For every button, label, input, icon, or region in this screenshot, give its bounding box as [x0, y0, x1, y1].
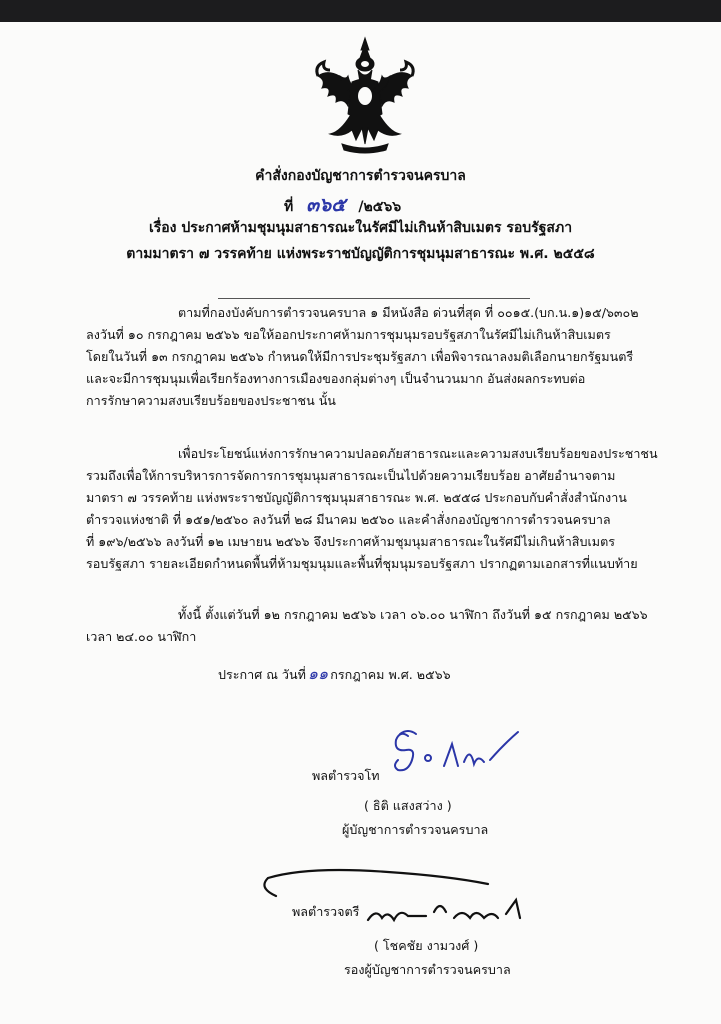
- order-subject: เรื่อง ประกาศห้ามชุมนุมสาธารณะในรัศมีไม่เกินห้าสิบเมตร รอบรัฐสภา: [148, 220, 573, 236]
- signature-1: [386, 726, 526, 780]
- paragraph-line: ที่ ๑๙๖/๒๕๖๖ ลงวันที่ ๑๒ เมษายน ๒๕๖๖ จึงประกาศห้ามชุมนุมสาธารณะในรัศมีไม่เกินห้าสิบเมตร: [86, 533, 616, 549]
- signer2-rank: พลตำรวจตรี: [292, 904, 360, 919]
- paragraph-line: การรักษาความสงบเรียบร้อยของประชาชน นั้น: [86, 392, 336, 408]
- paragraph-2: [86, 443, 682, 574]
- order-number: [284, 190, 401, 220]
- paragraph-line: เวลา ๒๔.๐๐ นาฬิกา: [86, 628, 197, 644]
- top-bar: [0, 0, 721, 22]
- announce-day-handwritten: ๑๑: [307, 664, 329, 683]
- announce-suffix: กรกฎาคม พ.ศ. ๒๕๖๖: [330, 667, 451, 682]
- order-number-prefix: ที่: [284, 199, 294, 215]
- paragraph-3: [86, 604, 682, 648]
- document-page: [0, 22, 721, 1024]
- signer1-position: ผู้บัญชาการตำรวจนครบาล: [342, 822, 489, 837]
- paragraph-1: [86, 302, 682, 412]
- paragraph-line: รวมถึงเพื่อให้การบริหารการจัดการการชุมนุมสาธารณะเป็นไปด้วยความเรียบร้อย อาศัยอำนาจตาม: [86, 467, 616, 483]
- paragraph-line: เพื่อประโยชน์แห่งการรักษาความปลอดภัยสาธารณะและความสงบเรียบร้อยของประชาชน: [178, 446, 658, 461]
- announce-date: [218, 662, 451, 687]
- announce-prefix: ประกาศ ณ วันที่: [218, 667, 306, 682]
- paragraph-line: ลงวันที่ ๑๐ กรกฎาคม ๒๕๖๖ ขอให้ออกประกาศห้ามการชุมนุมรอบรัฐสภาในรัศมีไม่เกินห้าสิบเมตร: [86, 326, 611, 342]
- header-divider: [218, 298, 530, 299]
- signer2-name: ( โชคชัย งามวงศ์ ): [374, 938, 479, 953]
- signer1-name: ( ธิติ แสงสว่าง ): [364, 798, 452, 813]
- paragraph-line: ทั้งนี้ ตั้งแต่วันที่ ๑๒ กรกฎาคม ๒๕๖๖ เวลา ๐๖.๐๐ นาฬิกา ถึงวันที่ ๑๕ กรกฎาคม ๒๕๖๖: [178, 607, 648, 622]
- signer1-rank: พลตำรวจโท: [312, 768, 380, 783]
- order-number-handwritten: ๓๖๕: [306, 194, 346, 216]
- order-law-reference: ตามมาตรา ๗ วรรคท้าย แห่งพระราชบัญญัติการชุมนุมสาธารณะ พ.ศ. ๒๕๕๘: [126, 246, 595, 262]
- signer2-position: รองผู้บัญชาการตำรวจนครบาล: [344, 962, 511, 977]
- order-agency-title: คำสั่งกองบัญชาการตำรวจนครบาล: [255, 168, 466, 184]
- paragraph-line: มาตรา ๗ วรรคท้าย แห่งพระราชบัญญัติการชุมนุมสาธารณะ พ.ศ. ๒๕๕๘ ประกอบกับคำสั่งสำนักงาน: [86, 489, 627, 505]
- order-number-suffix: /๒๕๖๖: [358, 199, 402, 215]
- paragraph-line: และจะมีการชุมนุมเพื่อเรียกร้องทางการเมืองของกลุ่มต่างๆ เป็นจำนวนมาก อันส่งผลกระทบต่อ: [86, 370, 586, 386]
- garuda-emblem-icon: [312, 36, 418, 154]
- paragraph-line: โดยในวันที่ ๑๓ กรกฎาคม ๒๕๖๖ กำหนดให้มีการประชุมรัฐสภา เพื่อพิจารณาลงมติเลือกนายกรัฐมนตรี: [86, 348, 634, 364]
- paragraph-line: รอบรัฐสภา รายละเอียดกำหนดพื้นที่ห้ามชุมนุมและพื้นที่ชุมนุมรอบรัฐสภา ปรากฏตามเอกสารที่แนบท้าย: [86, 555, 638, 571]
- paragraph-line: ตำรวจแห่งชาติ ที่ ๑๕๑/๒๕๖๐ ลงวันที่ ๒๘ มีนาคม ๒๕๖๐ และคำสั่งกองบัญชาการตำรวจนครบาล: [86, 511, 611, 527]
- paragraph-line: ตามที่กองบังคับการตำรวจนครบาล ๑ มีหนังสือ ด่วนที่สุด ที่ ๐๐๑๕.(บก.น.๑)๑๕/๖๓๐๒: [178, 305, 639, 320]
